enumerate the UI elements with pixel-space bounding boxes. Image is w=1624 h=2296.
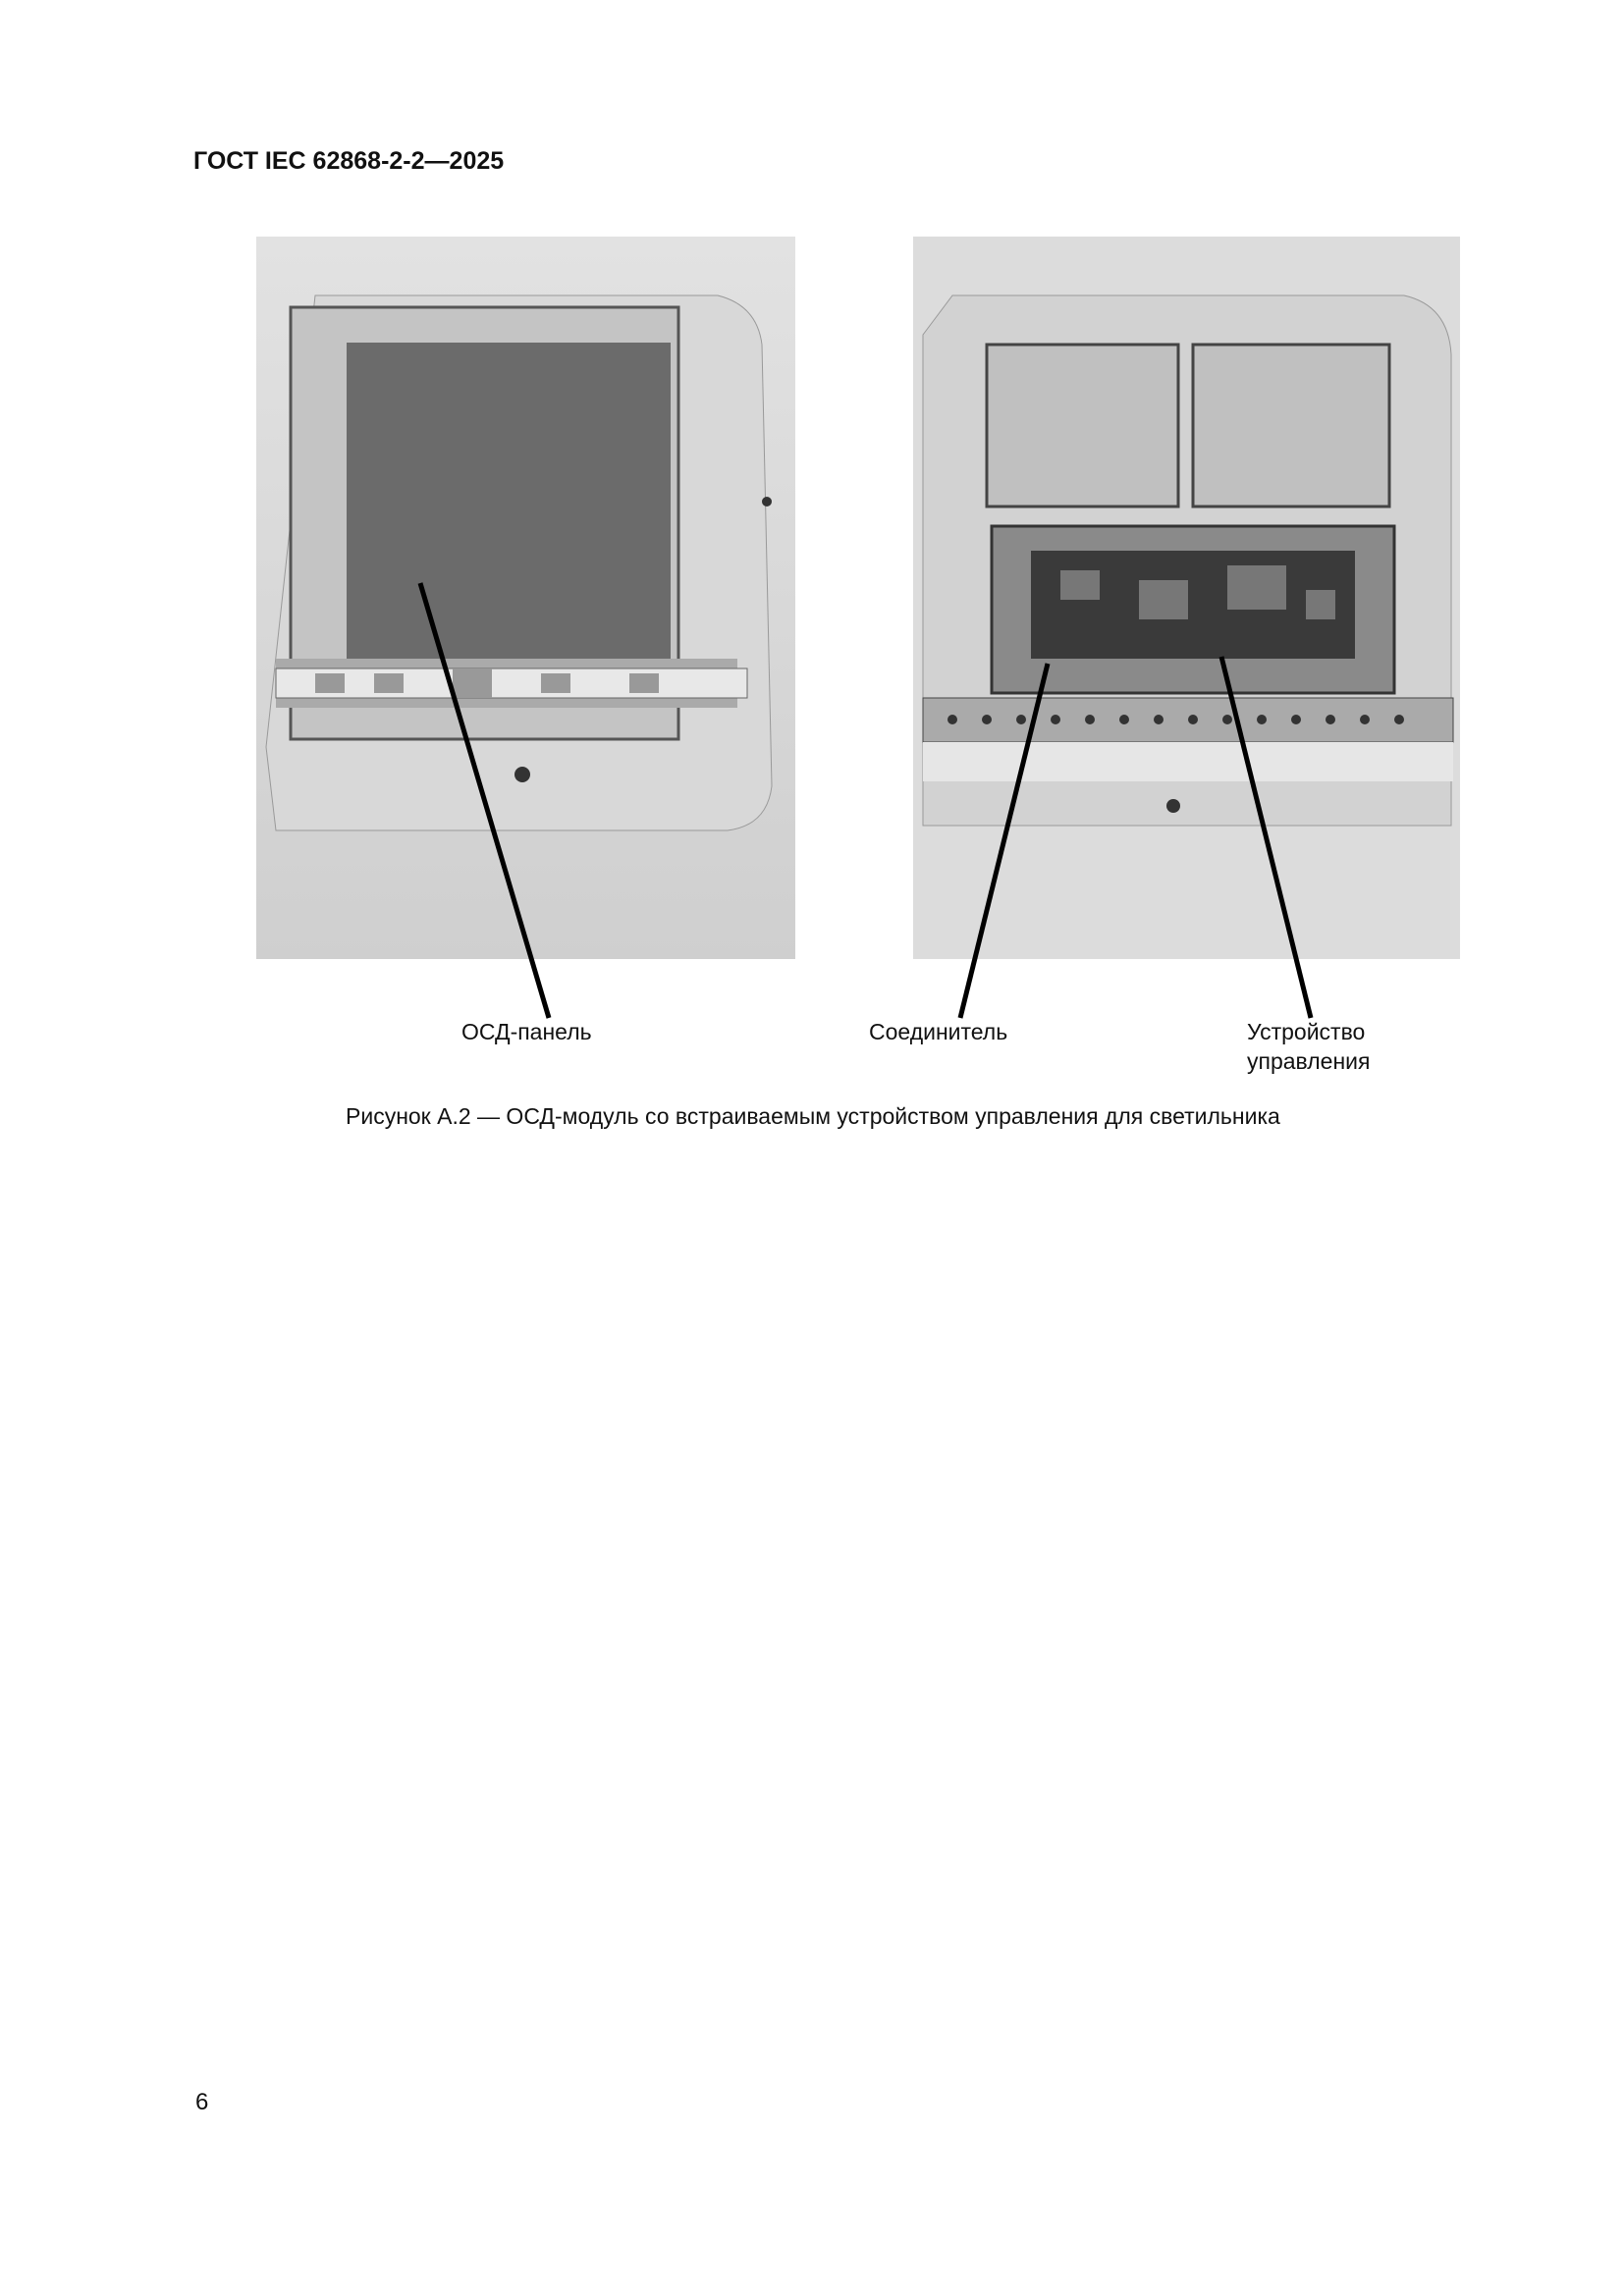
page-number: 6 bbox=[195, 2089, 209, 2115]
leader-line-connector bbox=[960, 664, 1048, 1018]
label-control-gear-line2: управления bbox=[1247, 1048, 1371, 1074]
leader-lines bbox=[0, 0, 1624, 1080]
label-control-gear-line1: Устройство bbox=[1247, 1019, 1366, 1044]
leader-line-control bbox=[1221, 657, 1311, 1018]
label-connector: Соединитель bbox=[869, 1019, 1008, 1044]
document-header: ГОСТ IEC 62868-2-2—2025 bbox=[193, 147, 505, 175]
figure-caption: Рисунок А.2 — ОСД-модуль со встраиваемым устройством управления для светильника bbox=[346, 1103, 1280, 1129]
label-oled-panel: ОСД-панель bbox=[461, 1019, 592, 1044]
leader-line-panel bbox=[420, 583, 549, 1018]
